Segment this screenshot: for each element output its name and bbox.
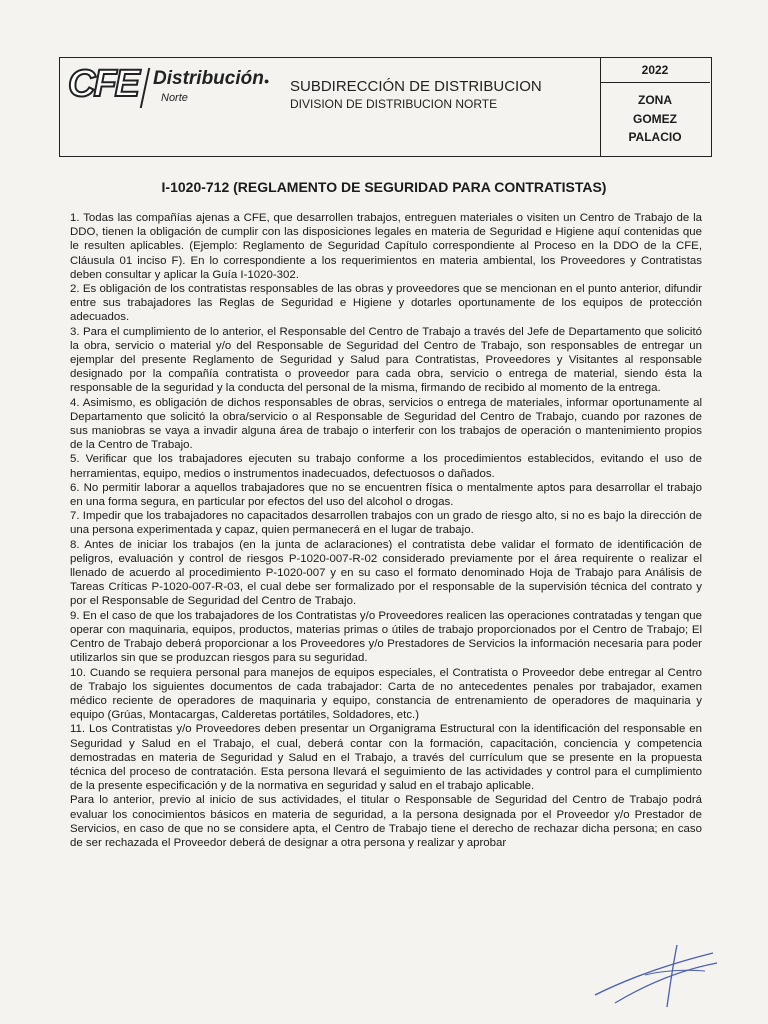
year-label: 2022 [600, 58, 710, 83]
zone-block [600, 91, 710, 147]
paragraph-4: 4. Asimismo, es obligación de dichos responsables de obras, servicios o entrega de materiales, informar oportunamente al Departamento que solicitó la obra/servicio o al Responsable de Seguridad del Centro de Trabajo, cuando por razones de sus maniobras se vaya a invadir alguna área de trabajo o interferir con los trabajos de operación o mantenimiento propios de la Centro de Trabajo. [70, 396, 702, 452]
zone-label: ZONA [638, 93, 672, 107]
cfe-logo: CFE [68, 63, 138, 105]
zone-name-line1: GOMEZ [633, 111, 677, 126]
brand-name [153, 68, 269, 90]
header-info-cell [600, 58, 710, 156]
document-title: I-1020-712 (REGLAMENTO DE SEGURIDAD PARA CONTRATISTAS) [161, 179, 607, 195]
paragraph-6: 6. No permitir laborar a aquellos trabajadores que no se encuentren física o mentalmente aptos para desarrollar el trabajo en una forma segura, en particular por efectos del uso del alcohol o drogas. [70, 481, 702, 509]
paragraph-8: 8. Antes de iniciar los trabajos (en la junta de aclaraciones) el contratista debe validar el formato de identificación de peligros, evaluación y control de riesgos P-1020-007-R-02 considerado previamente por el área requirente o realizar el llenado de acuerdo al procedimiento P-1020-007 y en su caso el formato denominado Hoja de Trabajo para Análisis de Tareas Críticas P-1020-007-R-03, el cual debe ser formalizado por el responsable de la supervisión técnica del contrato y por el Responsable de Seguridad del Centro de Trabajo. [70, 538, 702, 608]
brand-dot-icon: ● [263, 76, 270, 86]
paragraph-11: 11. Los Contratistas y/o Proveedores deben presentar un Organigrama Estructural con la identificación del responsable en Seguridad y Salud en el Trabajo, el cual, deberá contar con la formación, capacitación, conciencia y competencia demostradas en materia de Seguridad y Salud en el Trabajo, a través del currículum que se presente en la propuesta técnica del proceso de contratación. Esta persona llevará el seguimiento de las actividades y control para el cumplimiento de la presente especificación y de la normativa en seguridad y salud en el trabajo aplicable. [70, 723, 702, 793]
subdireccion-title: SUBDIRECCIÓN DE DISTRIBUCION [290, 78, 542, 95]
paragraph-1: 1. Todas las compañías ajenas a CFE, que desarrollen trabajos, entreguen materiales o visiten un Centro de Trabajo de la DDO, tienen la obligación de cumplir con las disposiciones legales en materia de Seguridad e Higiene aquí contenidas que le resulten aplicables. (Ejemplo: Reglamento de Seguridad Capítulo correspondiente al Proceso en la DDO de la CFE, Cláusula 01 inciso F). En lo correspondiente a los requerimientos en materia ambiental, los Proveedores y Contratistas deben consultar y aplicar la Guía I-1020-302. [70, 212, 702, 281]
division-title: DIVISION DE DISTRIBUCION NORTE [290, 97, 498, 111]
paragraph-9: 9. En el caso de que los trabajadores de los Contratistas y/o Proveedores realicen las operaciones contratadas y tengan que operar con maquinaria, equipos, productos, materias primas o útiles de trabajo proporcionados por el Centro de Trabajo; El Centro de Trabajo deberá proporcionar a los Proveedores y/o Prestadores de Servicios la información necesaria para poder utilizarlos sin que se produzcan riesgos para su seguridad. [70, 609, 702, 665]
brand-text: Distribución [153, 68, 264, 89]
zone-name-line2: PALACIO [628, 130, 682, 144]
signature-icon [585, 925, 725, 1010]
paragraph-5: 5. Verificar que los trabajadores ejecuten su trabajo conforme a los procedimientos establecidos, evitando el uso de herramientas, equipo, medios o instrumentos inadecuados, defectuosos o dañados. [70, 453, 702, 480]
paragraph-3: 3. Para el cumplimiento de lo anterior, el Responsable del Centro de Trabajo a través del Jefe de Departamento que solicitó la obra, servicio o material y/o del Responsable de Seguridad del Centro de Trabajo, son responsables de entregar un ejemplar del presente Reglamento de Seguridad y Salud para Contratistas, Proveedores y Visitantes al responsable designado por la compañía contratista o proveedor para cada obra, servicio o entrega de material, siendo ésta la responsable de la seguridad y la conducta del personal de la misma, firmando de recibido al momento de la entrega. [70, 325, 702, 395]
paragraph-2: 2. Es obligación de los contratistas responsables de las obras y proveedores que se mencionan en el punto anterior, difundir entre sus trabajadores las Reglas de Seguridad e Higiene y dotarles oportunamente de los equipos de protección adecuados. [70, 283, 702, 324]
header-brand-cell [60, 58, 601, 156]
document-body [70, 211, 702, 850]
logo-separator [140, 68, 151, 108]
paragraph-10: 10. Cuando se requiera personal para manejos de equipos especiales, el Contratista o Proveedor debe entregar al Centro de Trabajo los siguientes documentos de cada trabajador: Carta de no antecedentes penales por trabajador, examen médico reciente de operadores de maquinaria y equipo, constancia de entrenamiento de operadores de maquinaria y equipo (Grúas, Montacargas, Calderetas portátiles, Soldadores, etc.) [70, 666, 702, 722]
document-header [59, 57, 712, 157]
brand-region: Norte [161, 92, 188, 104]
paragraph-12: Para lo anterior, previo al inicio de sus actividades, el titular o Responsable de Seguridad del Centro de Trabajo podrá evaluar los conocimientos básicos en materia de seguridad, a la persona designada por el Proveedor y/o Prestador de Servicios, en caso de que no se considere apta, el Centro de Trabajo tiene el derecho de rechazar dicha persona; en caso de ser rechazada el Proveedor deberá de designar a otra persona y realizar y aprobar [70, 794, 702, 849]
paragraph-7: 7. Impedir que los trabajadores no capacitados desarrollen trabajos con un grado de riesgo alto, si no es bajo la dirección de una persona experimentada y capaz, quien permanecerá en el lugar de trabajo. [70, 510, 702, 537]
